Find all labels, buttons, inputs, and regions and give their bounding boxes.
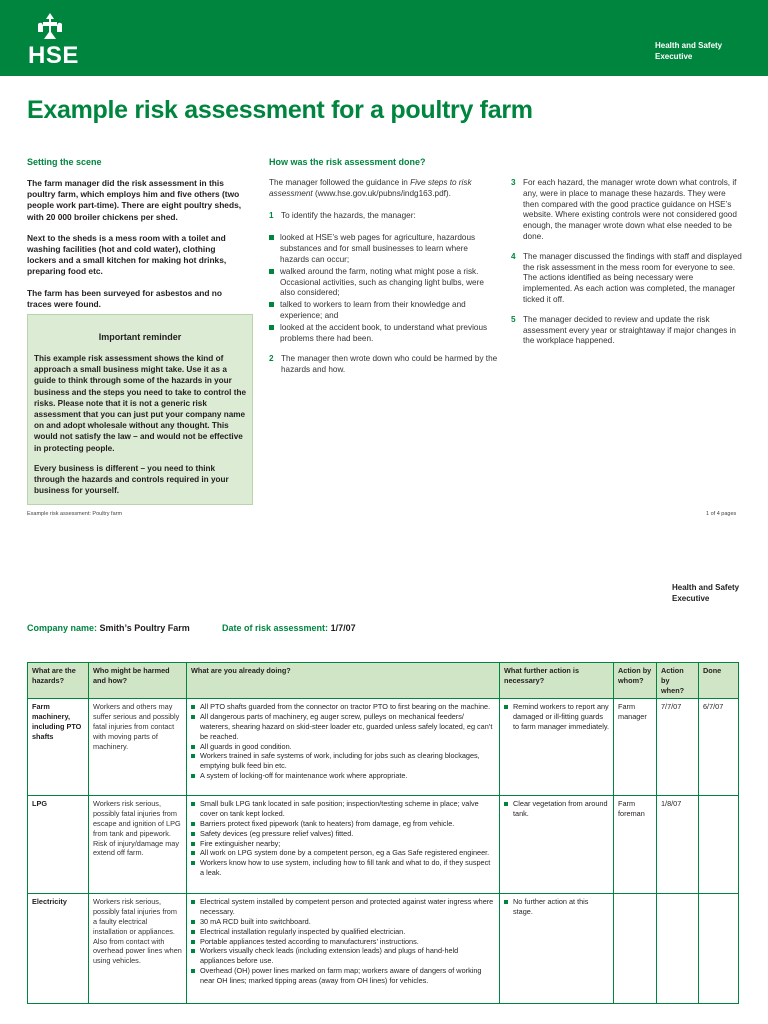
hazard-cell: Electricity bbox=[28, 894, 89, 1004]
header-banner bbox=[0, 0, 768, 76]
assessment-date: Date of risk assessment: 1/7/07 bbox=[222, 623, 356, 633]
current-controls-cell: Small bulk LPG tank located in safe position; inspection/testing scheme in place; valve cover on tank kept locked. Barriers protect fixed pipework (tank to heaters) from damage, eg from vehicle. Safety devices (eg pressure relief valves) fitted. Fire extinguisher nearby; All work on LPG system done by a competent person, eg a Gas Safe registered engineer. Workers know how to use system, including how to fill tank and what to do, if they suspect a leak. bbox=[187, 796, 500, 894]
column-header: Action by when? bbox=[657, 663, 699, 699]
who-harmed-cell: Workers risk serious, possibly fatal injuries from escape and ignition of LPG from tank and pipework. Risk of injury/damage may extend off farm. bbox=[89, 796, 187, 894]
done-cell bbox=[699, 796, 739, 894]
column-header: What further action is necessary? bbox=[500, 663, 614, 699]
action-by-whom-cell bbox=[614, 894, 657, 1004]
table-row bbox=[28, 699, 739, 796]
setting-heading: Setting the scene bbox=[27, 157, 102, 167]
reminder-paragraph: This example risk assessment shows the kind of approach a small business might take. Use it as a guide to think through some of the hazards in your business and the steps you need to take to control the risks. Please note that it is not a generic risk assessment that you can just put your company name on and adopt wholesale without any thought. This would not satisfy the law – and would not be effective in protecting people. bbox=[34, 354, 246, 453]
column-header: What are you already doing? bbox=[187, 663, 500, 699]
step-2: 2 The manager then wrote down who could be harmed by the hazards and how. bbox=[269, 354, 498, 375]
done-cell bbox=[699, 894, 739, 1004]
step-1: 1 To identify the hazards, the manager: bbox=[269, 210, 416, 220]
further-action-cell: Clear vegetation from around tank. bbox=[500, 796, 614, 894]
table-header-row bbox=[28, 663, 739, 699]
how-column-1 bbox=[269, 178, 499, 385]
current-controls-cell: All PTO shafts guarded from the connector on tractor PTO to first bearing on the machine. All dangerous parts of machinery, eg auger screw, pulleys on mechanical feeders/ waterers, shearing hazard on skid-steer loader etc, guarded unless safely located, eg can’t be reached. All guards in good condition. Workers trained in safe systems of work, including for jobs such as clearing blockages, emptying bulk feed bin etc. A system of locking-off for maintenance work where appropriate. bbox=[187, 699, 500, 796]
step-5: 5 The manager decided to review and update the risk assessment every year or straightaway if major changes in the workplace happened. bbox=[511, 314, 736, 346]
reminder-title: Important reminder bbox=[98, 332, 182, 342]
action-by-whom-cell: Farm manager bbox=[614, 699, 657, 796]
setting-paragraph: Next to the sheds is a mess room with a toilet and washing facilities (hot and cold water), clothing lockers and a small kitchen for making hot drinks, preparing food etc. bbox=[27, 232, 227, 277]
table-row bbox=[28, 796, 739, 894]
who-harmed-cell: Workers and others may suffer serious and possibly fatal injuries from contact with moving parts of machinery. bbox=[89, 699, 187, 796]
agency-name: Health and Safety Executive bbox=[655, 41, 723, 61]
table-row bbox=[28, 894, 739, 1004]
hse-logo bbox=[28, 12, 80, 69]
who-harmed-cell: Workers risk serious, possibly fatal injuries from a faulty electrical installation or appliances. Also from contact with overhead power lines when using vehicles. bbox=[89, 894, 187, 1004]
setting-text bbox=[27, 178, 245, 320]
column-header: Who might be harmed and how? bbox=[89, 663, 187, 699]
agency-name-page2: Health and Safety Executive bbox=[672, 583, 740, 603]
column-header: What are the hazards? bbox=[28, 663, 89, 699]
how-heading: How was the risk assessment done? bbox=[269, 157, 426, 167]
further-action-cell: Remind workers to report any damaged or ill-fitting guards to farm manager immediately. bbox=[500, 699, 614, 796]
setting-paragraph: The farm manager did the risk assessment in this poultry farm, which employs him and five others (two people work part-time). There are eight poultry sheds, with 20 000 broiler chickens per shed. bbox=[27, 178, 242, 222]
important-reminder-box bbox=[27, 314, 253, 505]
how-column-2 bbox=[511, 178, 743, 356]
footer-doc-title: Example risk assessment: Poultry farm bbox=[27, 511, 123, 517]
action-by-when-cell: 7/7/07 bbox=[657, 699, 699, 796]
step-3: 3 For each hazard, the manager wrote down what controls, if any, were in place to manage these hazards. They were then compared with the good practice guidance on HSE’s website. Where existing controls were not considered good enough, the manager wrote down what else needed to be done. bbox=[511, 178, 737, 241]
list-item: walked around the farm, noting what might pose a risk. Occasional activities, such as changing light bulbs, were also considered; bbox=[269, 267, 499, 299]
hse-crown-icon bbox=[34, 12, 66, 40]
reminder-paragraph: Every business is different – you need to think through the hazards and controls required in your business for yourself. bbox=[34, 463, 229, 496]
list-item: looked at the accident book, to understand what previous problems there had been. bbox=[269, 323, 499, 345]
action-by-whom-cell: Farm foreman bbox=[614, 796, 657, 894]
risk-assessment-table bbox=[27, 662, 739, 1004]
company-name: Company name: Smith’s Poultry Farm bbox=[27, 623, 190, 633]
action-by-when-cell: 1/8/07 bbox=[657, 796, 699, 894]
step-4: 4 The manager discussed the findings with staff and displayed the risk assessment in the mess room for everyone to see. The actions identified as being necessary were implemented. As each action was completed, the manager ticked it off. bbox=[511, 251, 742, 304]
further-action-cell: No further action at this stage. bbox=[500, 894, 614, 1004]
column-header: Action by whom? bbox=[614, 663, 657, 699]
list-item: talked to workers to learn from their knowledge and experience; and bbox=[269, 300, 499, 322]
list-item: looked at HSE’s web pages for agriculture, hazardous substances and for small businesses to learn where hazards can occur; bbox=[269, 233, 499, 265]
how-bullets bbox=[269, 233, 499, 344]
hazard-cell: Farm machinery, including PTO shafts bbox=[28, 699, 89, 796]
footer-page-number: 1 of 4 pages bbox=[706, 511, 737, 517]
how-intro: The manager followed the guidance in Five steps to risk assessment (www.hse.gov.uk/pubns/indg163.pdf). bbox=[269, 178, 472, 198]
hazard-cell: LPG bbox=[28, 796, 89, 894]
page-title: Example risk assessment for a poultry farm bbox=[27, 96, 533, 124]
column-header: Done bbox=[699, 663, 739, 699]
logo-text: HSE bbox=[28, 42, 79, 69]
setting-paragraph: The farm has been surveyed for asbestos and no traces were found. bbox=[27, 287, 223, 309]
done-cell: 6/7/07 bbox=[699, 699, 739, 796]
current-controls-cell: Electrical system installed by competent person and protected against water ingress where necessary. 30 mA RCD built into switchboard. Electrical installation regularly inspected by qualified electrician. Portable appliances tested according to manufacturers’ instructions. Workers visually check leads (including extension leads) and plugs of hand-held appliances before use. Overhead (OH) power lines marked on farm map; workers aware of dangers of working near OH lines; marked tipping areas (away from OH lines) for vehicles. bbox=[187, 894, 500, 1004]
action-by-when-cell bbox=[657, 894, 699, 1004]
